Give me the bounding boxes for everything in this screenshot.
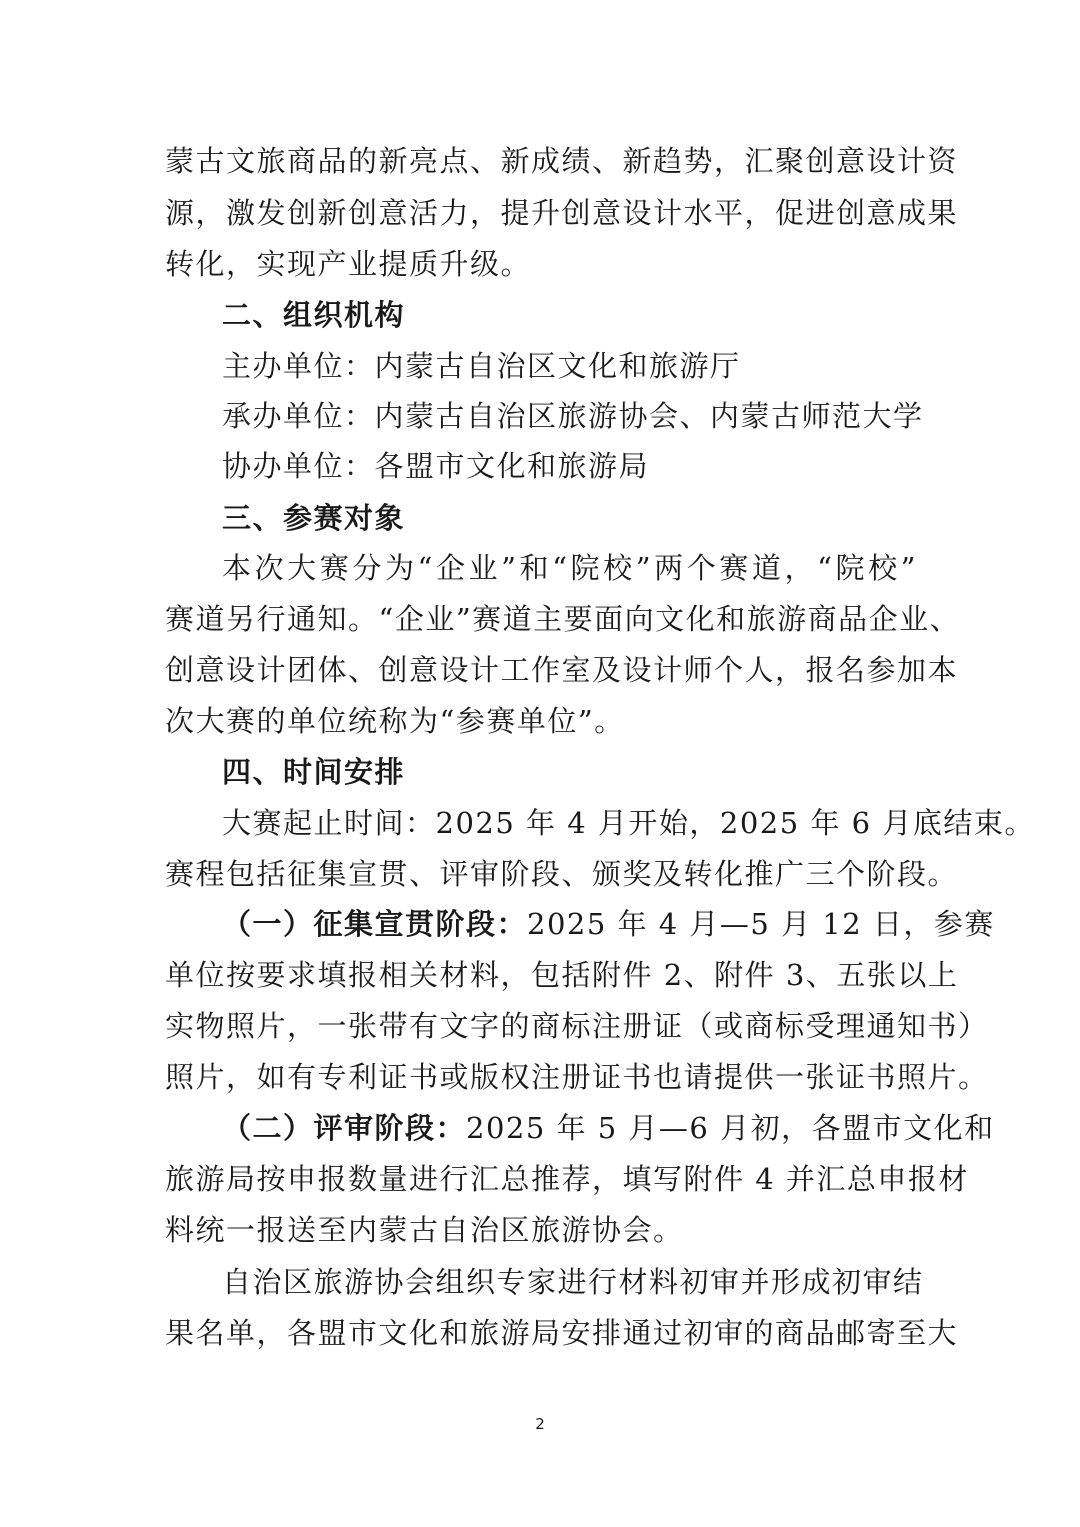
paragraph-line: 大赛起止时间：2025 年 4 月开始，2025 年 6 月底结束。	[222, 806, 1035, 840]
stage-two-first-line	[222, 1109, 995, 1149]
stage-two-dates: 2025 年 5 月—6 月初，各盟市文化和	[466, 1111, 995, 1145]
paragraph-line: 转化，实现产业提质升级。	[165, 247, 532, 281]
paragraph-line: 自治区旅游协会组织专家进行材料初审并形成初审结	[222, 1265, 924, 1299]
paragraph-line: 赛道另行通知。“企业”赛道主要面向文化和旅游商品企业、	[165, 602, 961, 636]
paragraph-line: 蒙古文旅商品的新亮点、新成绩、新趋势，汇聚创意设计资	[165, 144, 959, 178]
paragraph-line: 赛程包括征集宣贯、评审阶段、颁奖及转化推广三个阶段。	[165, 857, 959, 891]
paragraph-line: 果名单，各盟市文化和旅游局安排通过初审的商品邮寄至大	[165, 1316, 959, 1350]
organizer-line: 主办单位：内蒙古自治区文化和旅游厅	[222, 349, 741, 383]
section-heading-organization: 二、组织机构	[222, 298, 406, 332]
page-number: 2	[535, 1415, 545, 1433]
paragraph-line: 本次大赛分为“企业”和“院校”两个赛道，“院校”	[222, 551, 917, 585]
co-organizer-line: 协办单位：各盟市文化和旅游局	[222, 449, 650, 483]
stage-two-title: （二）评审阶段：	[222, 1111, 467, 1145]
paragraph-line: 照片，如有专利证书或版权注册证书也请提供一张证书照片。	[165, 1060, 989, 1094]
undertaker-line: 承办单位：内蒙古自治区旅游协会、内蒙古师范大学	[222, 399, 924, 433]
paragraph-line: 源，激发创新创意活力，提升创意设计水平，促进创意成果	[165, 196, 959, 230]
section-heading-schedule: 四、时间安排	[222, 755, 406, 789]
section-heading-participants: 三、参赛对象	[222, 501, 406, 535]
stage-one-first-line	[222, 905, 995, 945]
paragraph-line: 单位按要求填报相关材料，包括附件 2、附件 3、五张以上	[165, 958, 959, 992]
paragraph-line: 实物照片，一张带有文字的商标注册证（或商标受理通知书）	[165, 1009, 989, 1043]
paragraph-line: 创意设计团体、创意设计工作室及设计师个人，报名参加本	[165, 653, 959, 687]
paragraph-line: 料统一报送至内蒙古自治区旅游协会。	[165, 1213, 684, 1247]
paragraph-line: 次大赛的单位统称为“参赛单位”。	[165, 704, 625, 738]
paragraph-line: 旅游局按申报数量进行汇总推荐，填写附件 4 并汇总申报材	[165, 1162, 969, 1196]
stage-one-title: （一）征集宣贯阶段：	[222, 907, 528, 941]
stage-one-dates: 2025 年 4 月—5 月 12 日，参赛	[527, 907, 995, 941]
